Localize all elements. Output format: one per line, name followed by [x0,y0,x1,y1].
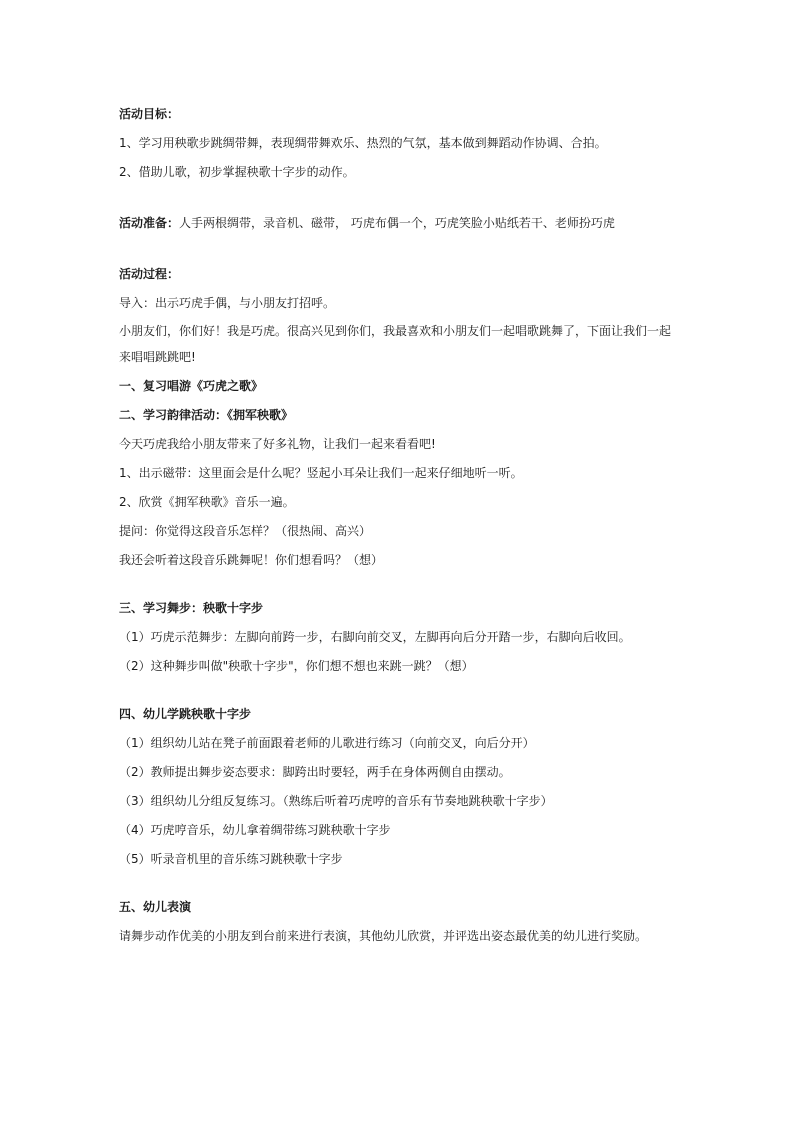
section3-line-2: （2）这种舞步叫做"秧歌十字步"，你们想不想也来跳一跳？（想） [119,659,474,673]
spacer [119,187,679,209]
prep-paragraph [119,209,679,238]
section5-heading: 五、幼儿表演 [119,900,192,914]
section4-line-4: （4）巧虎哼音乐，幼儿拿着绸带练习跳秧歌十字步 [119,823,391,837]
process-intro: 导入：出示巧虎手偶，与小朋友打招呼。 [119,296,336,310]
section4-line-3: （3）组织幼儿分组反复练习。（熟练后听着巧虎哼的音乐有节奏地跳秧歌十字步） [119,794,553,808]
section2-line-3: 2、欣赏《拥军秧歌》音乐一遍。 [119,495,295,509]
section1-heading: 一、复习唱游《巧虎之歌》 [119,379,264,393]
section4-line-5: （5）听录音机里的音乐练习跳秧歌十字步 [119,852,343,866]
section2-heading: 二、学习韵律活动：《拥军秧歌》 [119,408,294,422]
section2-line-1: 今天巧虎我给小朋友带来了好多礼物，让我们一起来看看吧! [119,437,436,451]
section2-line-5: 我还会听着这段音乐跳舞呢！你们想看吗？（想） [119,553,384,567]
spacer [119,575,679,594]
section4-line-2: （2）教师提出舞步姿态要求：脚跨出时要轻，两手在身体两侧自由摆动。 [119,765,511,779]
section2-line-4: 提问：你觉得这段音乐怎样？（很热闹、高兴） [119,524,372,538]
goal-item-2: 2、借助儿歌，初步掌握秧歌十字步的动作。 [119,165,355,179]
section3-heading: 三、学习舞步：秧歌十字步 [119,601,264,615]
spacer [119,874,679,893]
section2-line-2: 1、出示磁带：这里面会是什么呢？竖起小耳朵让我们一起来仔细地听一听。 [119,466,523,480]
spacer [119,681,679,700]
section4-heading: 四、幼儿学跳秧歌十字步 [119,707,252,721]
goal-item-1: 1、学习用秧歌步跳绸带舞，表现绸带舞欢乐、热烈的气氛，基本做到舞蹈动作协调、合拍。 [119,136,607,150]
prep-label: 活动准备： [119,216,180,230]
process-heading: 活动过程： [119,267,180,281]
prep-text: 人手两根绸带，录音机、磁带， 巧虎布偶一个，巧虎笑脸小贴纸若干、老师扮巧虎 [179,216,615,230]
spacer [119,238,679,260]
section5-text: 请舞步动作优美的小朋友到台前来进行表演，其他幼儿欣赏，并评选出姿态最优美的幼儿进行奖励。 [119,929,648,943]
section3-line-1: （1）巧虎示范舞步：左脚向前跨一步，右脚向前交叉，左脚再向后分开踏一步，右脚向后收回。 [119,630,631,644]
document-body [119,100,679,951]
process-greeting: 小朋友们，你们好！我是巧虎。很高兴见到你们，我最喜欢和小朋友们一起唱歌跳舞了，下面让我们一起来唱唱跳跳吧! [119,324,672,364]
section4-line-1: （1）组织幼儿站在凳子前面跟着老师的儿歌进行练习（向前交叉，向后分开） [119,736,535,750]
goals-heading: 活动目标： [119,107,180,121]
